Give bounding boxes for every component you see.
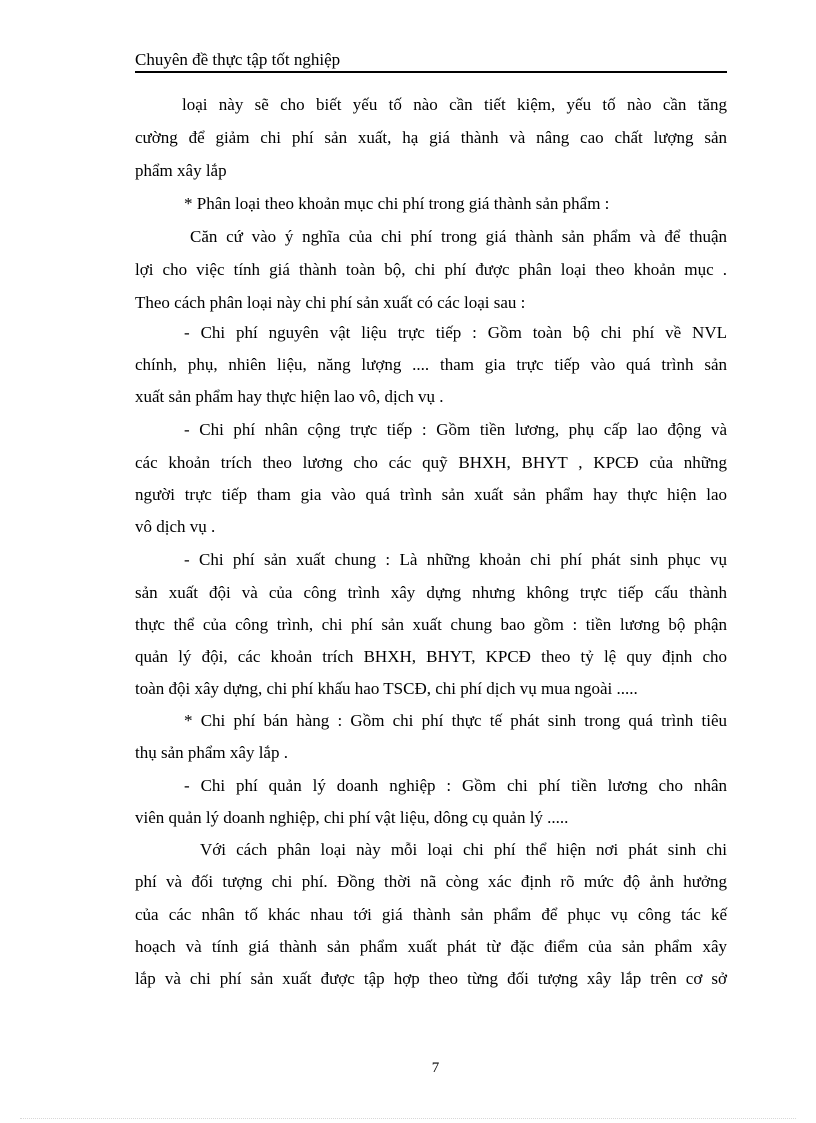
text-line: viên quản lý doanh nghiệp, chi phí vật liệu, dông cụ quản lý ..... [135,808,569,827]
text-line: hoạch và tính giá thành sản phẩm xuất phát từ đặc điểm của sản phẩm xây [135,937,727,956]
page-header [135,50,727,73]
page-bottom-divider [20,1118,796,1119]
text-line: chính, phụ, nhiên liệu, năng lượng .... tham gia trực tiếp vào quá trình sản [135,355,727,374]
text-line: - Chi phí nguyên vật liệu trực tiếp : Gồm toàn bộ chi phí về NVL [184,323,727,342]
text-line: Theo cách phân loại này chi phí sản xuất có các loại sau : [135,293,526,312]
text-line: phí và đối tượng chi phí. Đồng thời nã còng xác định rõ mức độ ảnh hưởng [135,872,727,891]
text-line: lợi cho việc tính giá thành toàn bộ, chi phí được phân loại theo khoản mục . [135,260,727,279]
text-line: loại này sẽ cho biết yếu tố nào cần tiết kiệm, yếu tố nào cần tăng [182,95,727,114]
text-line: Căn cứ vào ý nghĩa của chi phí trong giá thành sản phẩm và để thuận [190,227,727,246]
text-line: * Chi phí bán hàng : Gồm chi phí thực tế phát sinh trong quá trình tiêu [184,711,727,730]
text-line: xuất sản phẩm hay thực hiện lao vô, dịch vụ . [135,387,444,406]
text-line: toàn đội xây dựng, chi phí khấu hao TSCĐ, chi phí dịch vụ mua ngoài ..... [135,679,638,698]
text-line: - Chi phí quản lý doanh nghiệp : Gồm chi phí tiền lương cho nhân [184,776,727,795]
text-line: người trực tiếp tham gia vào quá trình sản xuất sản phẩm hay thực hiện lao [135,485,727,504]
text-line: thực thể của công trình, chi phí sản xuất chung bao gồm : tiền lương bộ phận [135,615,727,634]
text-line: vô dịch vụ . [135,517,216,536]
page-number: 7 [431,1060,440,1076]
text-line: sản xuất đội và của công trình xây dựng nhưng không trực tiếp cấu thành [135,583,727,602]
text-line: của các nhân tố khác nhau tới giá thành sản phẩm để phục vụ công tác kế [135,905,727,924]
text-line: cường để giảm chi phí sản xuất, hạ giá thành và nâng cao chất lượng sản [135,128,727,147]
text-line: - Chi phí nhân cộng trực tiếp : Gồm tiền lương, phụ cấp lao động và [184,420,727,439]
text-line: các khoản trích theo lương cho các quỹ BHXH, BHYT , KPCĐ của những [135,453,727,472]
text-line: phẩm xây lắp [135,161,227,180]
text-line: lắp và chi phí sản xuất được tập hợp theo từng đối tượng xây lắp trên cơ sở [135,969,727,988]
document-title: Chuyên đề thực tập tốt nghiệp [135,50,341,69]
text-line: Với cách phân loại này mỗi loại chi phí thể hiện nơi phát sinh chi [200,840,727,859]
text-line: - Chi phí sản xuất chung : Là những khoản chi phí phát sinh phục vụ [184,550,727,569]
text-line: quản lý đội, các khoản trích BHXH, BHYT, KPCĐ theo tỷ lệ quy định cho [135,647,727,666]
text-line: thụ sản phẩm xây lắp . [135,743,288,762]
text-line: * Phân loại theo khoản mục chi phí trong giá thành sản phẩm : [184,194,610,213]
